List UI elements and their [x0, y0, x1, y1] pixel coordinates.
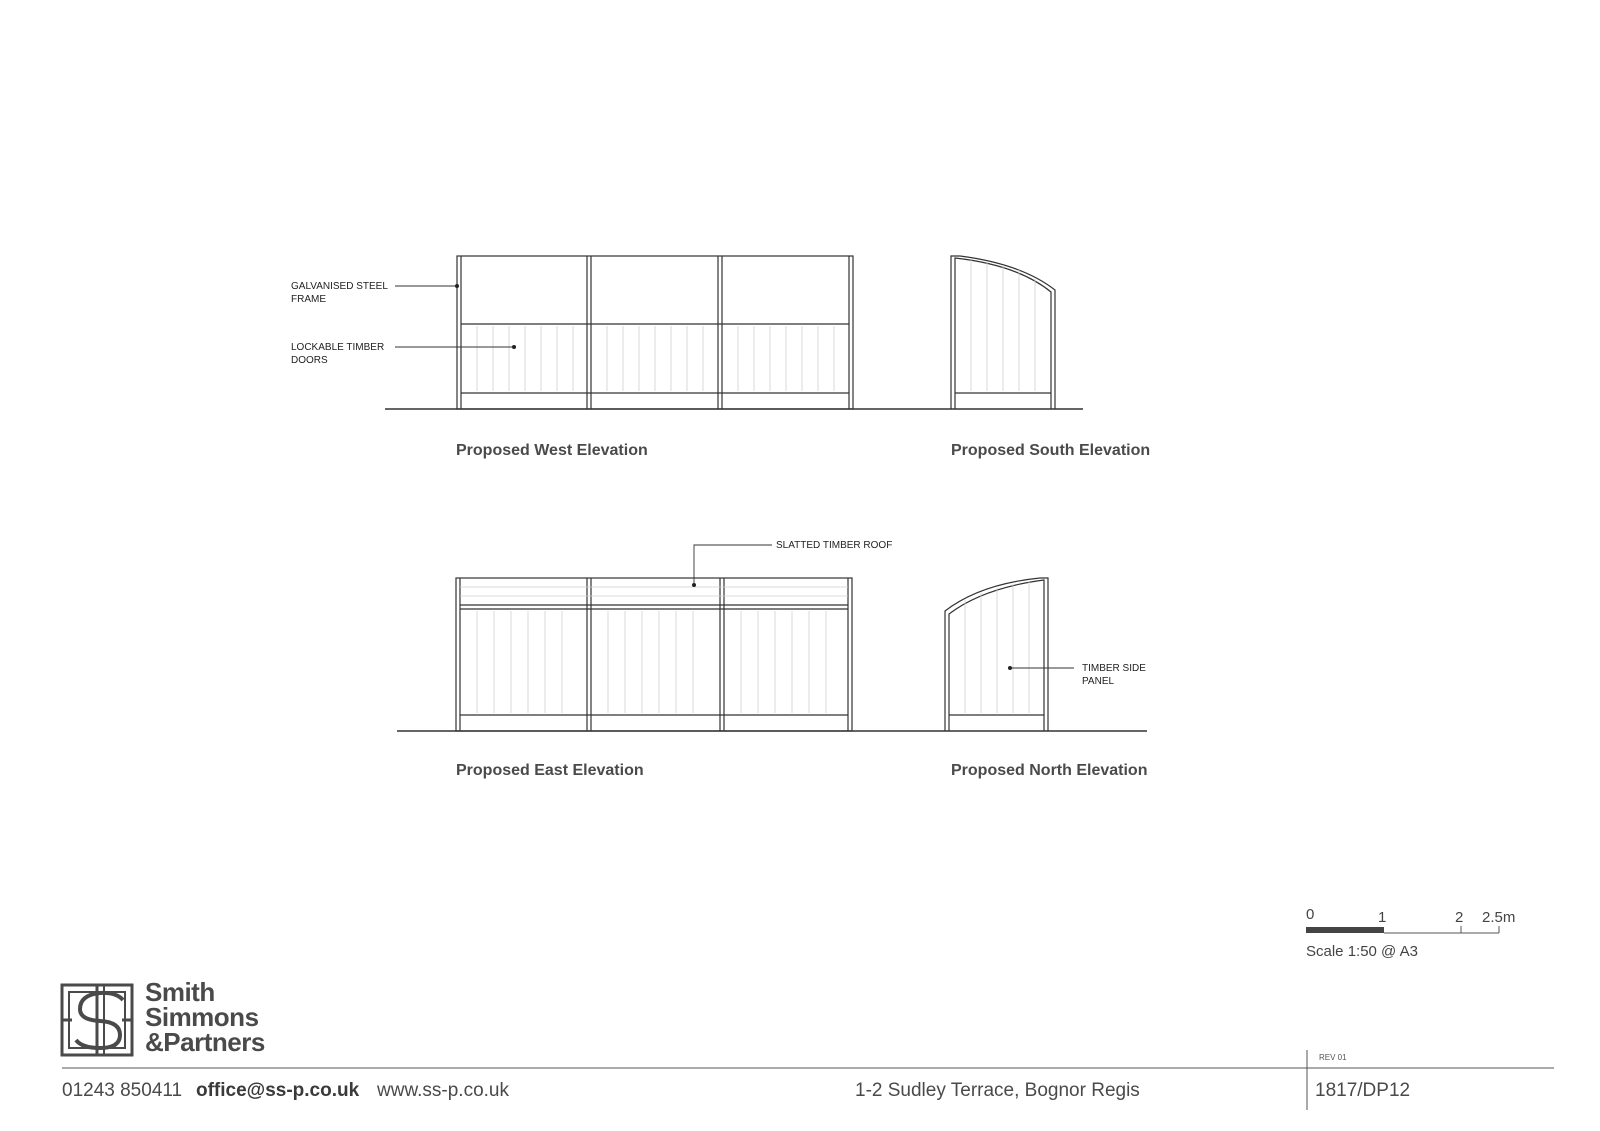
revision-label: REV 01 [1319, 1053, 1347, 1062]
scale-tick-2: 2 [1455, 909, 1464, 926]
west-door-slats [477, 326, 834, 391]
footer-address: 1-2 Sudley Terrace, Bognor Regis [855, 1080, 1140, 1101]
footer-phone: 01243 850411 [62, 1080, 183, 1101]
north-elevation [945, 578, 1074, 731]
company-logo-text: Smith Simmons &Partners [145, 977, 265, 1057]
scale-bar [1306, 926, 1499, 933]
footer-website[interactable]: www.ss-p.co.uk [377, 1080, 509, 1101]
galvanised-steel-frame-label: GALVANISED STEEL FRAME [291, 281, 388, 305]
scale-tick-2-5m: 2.5m [1482, 909, 1516, 926]
lockable-timber-doors-label: LOCKABLE TIMBER DOORS [291, 342, 385, 366]
south-elevation-title: Proposed South Elevation [951, 442, 1151, 459]
north-elevation-title: Proposed North Elevation [951, 762, 1148, 779]
drawing-number: 1817/DP12 [1315, 1080, 1411, 1101]
timber-side-panel-label: TIMBER SIDE PANEL [1082, 663, 1146, 687]
north-slats [965, 582, 1029, 713]
ssp-monogram-icon [62, 985, 132, 1055]
east-roof-slats [460, 587, 848, 596]
footer-email[interactable]: office@ss-p.co.uk [196, 1080, 360, 1101]
east-elevation-title: Proposed East Elevation [456, 762, 644, 779]
south-elevation [951, 256, 1055, 409]
scale-label: Scale 1:50 @ A3 [1306, 943, 1418, 960]
south-slats [971, 260, 1035, 391]
east-elevation [397, 545, 1147, 731]
scale-tick-0: 0 [1306, 906, 1315, 923]
slatted-timber-roof-label: SLATTED TIMBER ROOF [776, 540, 893, 551]
west-elevation [385, 256, 1083, 409]
east-panel-slats [477, 611, 826, 713]
west-elevation-title: Proposed West Elevation [456, 442, 648, 459]
scale-tick-1: 1 [1378, 909, 1387, 926]
